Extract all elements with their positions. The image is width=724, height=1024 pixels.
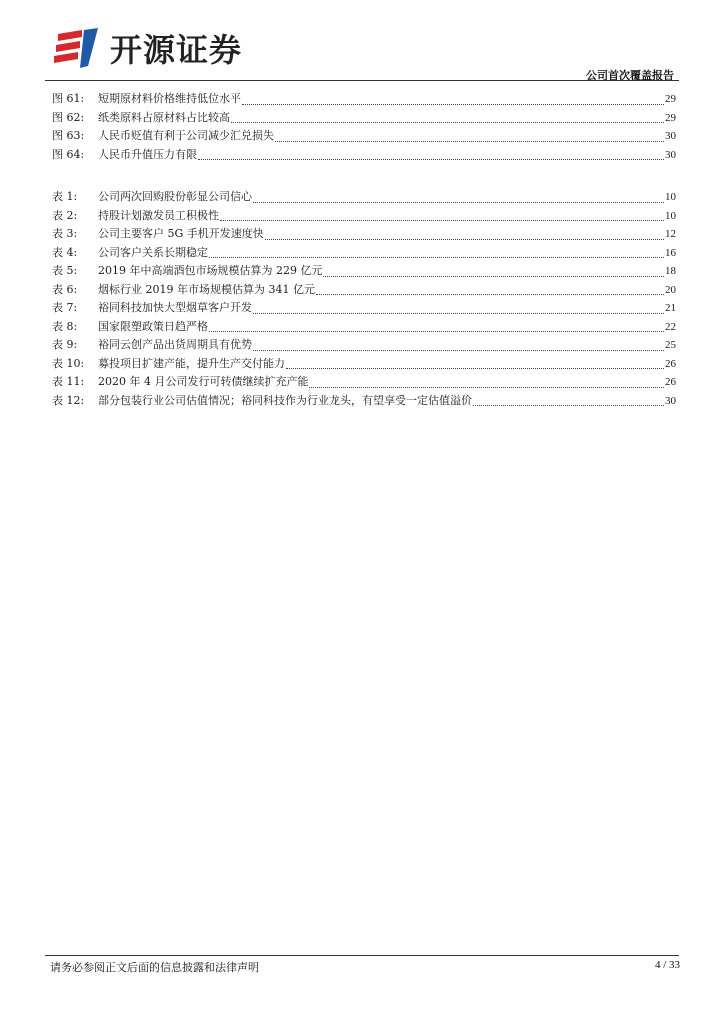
toc-page: 10 bbox=[665, 191, 676, 203]
toc-title: 2019 年中高端酒包市场规模估算为 229 亿元 bbox=[98, 264, 323, 277]
toc-entry-figure-62[interactable] bbox=[52, 109, 676, 128]
toc-label: 图 64: bbox=[52, 147, 85, 161]
toc-page: 29 bbox=[665, 111, 676, 124]
toc-entry-table-4[interactable] bbox=[52, 244, 676, 263]
toc-page: 16 bbox=[665, 246, 676, 259]
toc-label: 表 2: bbox=[52, 208, 78, 222]
toc-entry-table-7[interactable] bbox=[52, 299, 676, 318]
toc-leader bbox=[209, 245, 664, 258]
toc-title: 部分包装行业公司估值情况；裕同科技作为行业龙头，有望享受一定估值溢价 bbox=[98, 393, 472, 407]
toc-leader bbox=[198, 147, 664, 160]
toc-label: 表 8: bbox=[52, 319, 78, 333]
toc-page: 25 bbox=[665, 339, 676, 351]
toc-title: 人民币升值压力有限 bbox=[98, 147, 197, 161]
toc-entry-table-6[interactable] bbox=[52, 281, 676, 300]
table-list bbox=[52, 188, 676, 410]
header-divider bbox=[45, 80, 679, 81]
toc-title: 人民币贬值有利于公司减少汇兑损失 bbox=[98, 129, 274, 142]
toc-entry-table-3[interactable] bbox=[52, 225, 676, 244]
toc-entry-table-1[interactable] bbox=[52, 188, 676, 207]
footer-disclaimer: 请务必参阅正文后面的信息披露和法律声明 bbox=[50, 961, 259, 974]
toc-label: 图 61: bbox=[52, 92, 85, 105]
toc-leader bbox=[309, 375, 664, 388]
page-number: 4 / 33 bbox=[654, 959, 680, 971]
footer-divider bbox=[45, 955, 679, 956]
toc-title: 公司两次回购股份彰显公司信心 bbox=[98, 190, 252, 203]
toc-page: 12 bbox=[665, 228, 676, 240]
toc-page: 26 bbox=[665, 357, 676, 370]
toc-entry-table-2[interactable] bbox=[52, 207, 676, 226]
toc-leader bbox=[231, 110, 664, 123]
toc-title: 烟标行业 2019 年市场规模估算为 341 亿元 bbox=[98, 282, 315, 296]
toc-title: 募投项目扩建产能，提升生产交付能力 bbox=[98, 356, 285, 370]
toc-label: 图 63: bbox=[52, 129, 85, 142]
toc-entry-table-9[interactable] bbox=[52, 336, 676, 355]
toc-leader bbox=[242, 92, 664, 105]
toc-page: 26 bbox=[665, 376, 676, 388]
logo-text: 开源证券 bbox=[110, 31, 243, 69]
toc-label: 图 62: bbox=[52, 110, 85, 124]
toc-page: 30 bbox=[665, 394, 676, 407]
toc-leader bbox=[265, 227, 664, 240]
toc-leader bbox=[473, 393, 664, 406]
toc-label: 表 10: bbox=[52, 356, 85, 370]
toc-label: 表 7: bbox=[52, 301, 78, 314]
toc-label: 表 3: bbox=[52, 227, 78, 240]
toc-label: 表 11: bbox=[52, 375, 85, 388]
toc-page: 29 bbox=[665, 93, 676, 105]
report-type-label: 公司首次覆盖报告 bbox=[586, 69, 674, 82]
toc-leader bbox=[253, 190, 664, 203]
toc-label: 表 6: bbox=[52, 282, 78, 296]
toc-label: 表 9: bbox=[52, 338, 78, 351]
toc-page: 18 bbox=[665, 265, 676, 277]
toc-title: 纸类原料占原材料占比较高 bbox=[98, 110, 230, 124]
toc-entry-figure-63[interactable] bbox=[52, 127, 676, 146]
toc-entry-table-10[interactable] bbox=[52, 355, 676, 374]
toc-leader bbox=[275, 129, 664, 142]
toc-leader bbox=[253, 338, 664, 351]
toc-page: 30 bbox=[665, 148, 676, 161]
toc-label: 表 1: bbox=[52, 190, 78, 203]
toc-title: 公司主要客户 5G 手机开发速度快 bbox=[98, 227, 264, 240]
toc-title: 国家限塑政策日趋严格 bbox=[98, 319, 208, 333]
toc-page: 10 bbox=[665, 209, 676, 222]
figure-list bbox=[52, 90, 676, 164]
toc-leader bbox=[323, 264, 664, 277]
toc-title: 公司客户关系长期稳定 bbox=[98, 245, 208, 259]
toc-page: 30 bbox=[665, 130, 676, 142]
toc-label: 表 12: bbox=[52, 393, 85, 407]
toc-title: 2020 年 4 月公司发行可转债继续扩充产能 bbox=[98, 375, 309, 388]
toc-entry-table-12[interactable] bbox=[52, 392, 676, 411]
company-logo bbox=[52, 24, 272, 72]
toc-page: 21 bbox=[665, 302, 676, 314]
toc-entry-figure-64[interactable] bbox=[52, 146, 676, 165]
toc-label: 表 4: bbox=[52, 245, 78, 259]
toc-leader bbox=[220, 208, 664, 221]
toc-entry-figure-61[interactable] bbox=[52, 90, 676, 109]
toc-title: 持股计划激发员工积极性 bbox=[98, 208, 219, 222]
toc-page: 20 bbox=[665, 283, 676, 296]
toc-label: 表 5: bbox=[52, 264, 78, 277]
toc-title: 短期原材料价格维持低位水平 bbox=[98, 92, 241, 105]
logo-mark-icon bbox=[52, 26, 104, 70]
toc-entry-table-8[interactable] bbox=[52, 318, 676, 337]
toc-page: 22 bbox=[665, 320, 676, 333]
toc-title: 裕同云创产品出货周期具有优势 bbox=[98, 338, 252, 351]
toc-leader bbox=[286, 356, 664, 369]
toc-leader bbox=[316, 282, 664, 295]
toc-title: 裕同科技加快大型烟草客户开发 bbox=[98, 301, 252, 314]
toc-leader bbox=[209, 319, 664, 332]
toc-leader bbox=[253, 301, 664, 314]
toc-entry-table-11[interactable] bbox=[52, 373, 676, 392]
toc-entry-table-5[interactable] bbox=[52, 262, 676, 281]
